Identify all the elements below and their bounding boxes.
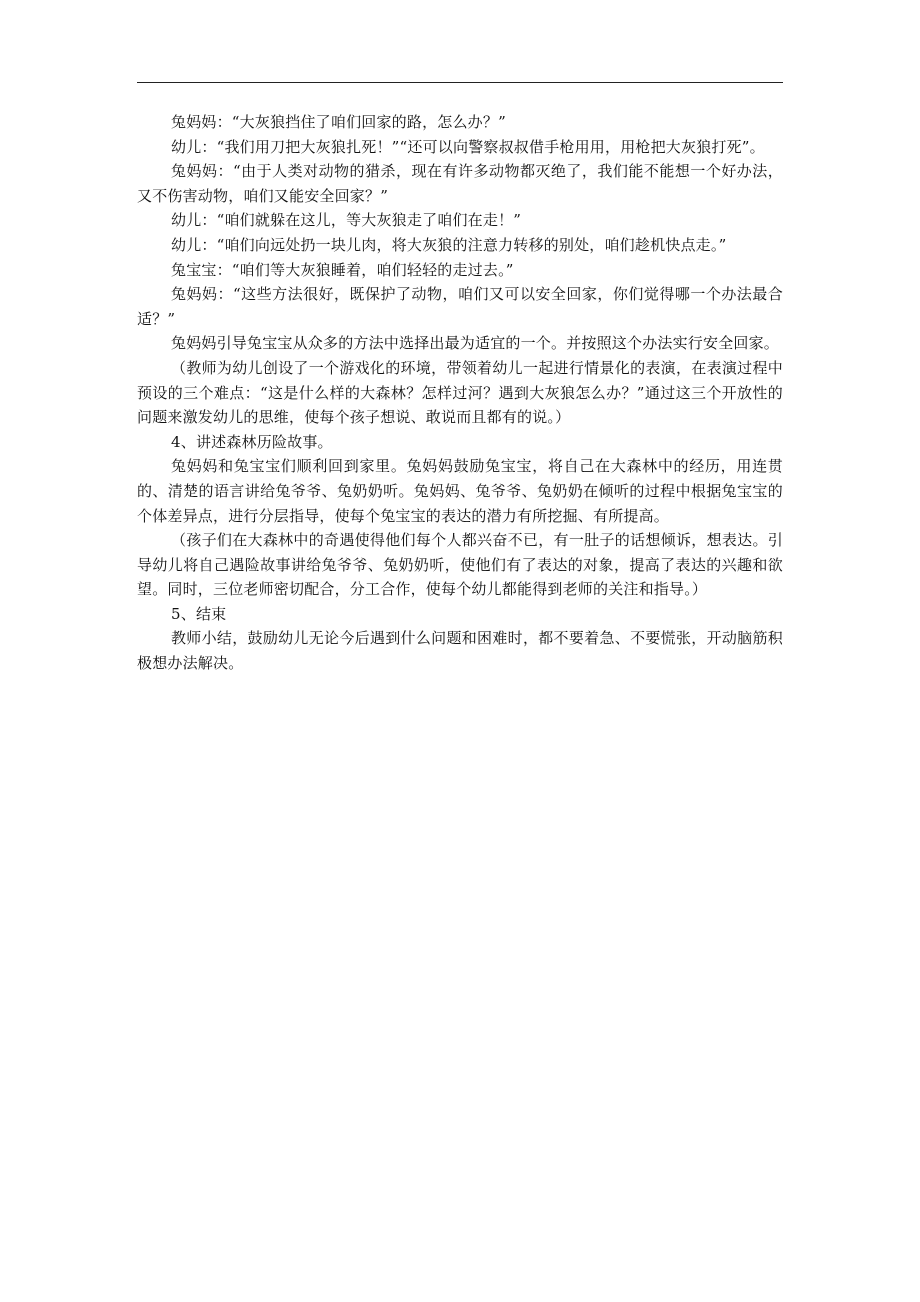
header-rule [137,82,783,83]
teacher-note: （孩子们在大森林中的奇遇使得他们每个人都兴奋不已，有一肚子的话想倾诉，想表达。引导幼儿将自己遇险故事讲给兔爷爷、兔奶奶听，使他们有了表达的对象，提高了表达的兴趣和欲望。同时，三位老师密切配合，分工合作，使每个幼儿都能得到老师的关注和指导。） [137,531,783,599]
paragraph: 兔妈妈：“这些方法很好，既保护了动物，咱们又可以安全回家，你们觉得哪一个办法最合适？” [137,285,783,328]
paragraph: 教师小结，鼓励幼儿无论今后遇到什么问题和困难时，都不要着急、不要慌张，开动脑筋积极想办法解决。 [137,629,783,673]
section-heading: 4、讲述森林历险故事。 [171,432,333,451]
teacher-note: （教师为幼儿创设了一个游戏化的环境，带领着幼儿一起进行情景化的表演，在表演过程中预设的三个难点：“这是什么样的大森林？怎样过河？遇到大灰狼怎么办？”通过这三个开放性的问题来激发幼儿的思维，使每个孩子想说、敢说而且都有的说。） [137,358,783,427]
document-body [137,110,783,676]
paragraph: 兔妈妈：“大灰狼挡住了咱们回家的路，怎么办？” [171,113,506,131]
paragraph: 兔妈妈引导兔宝宝从众多的方法中选择出最为适宜的一个。并按照这个办法实行安全回家。 [171,334,780,353]
paragraph: 幼儿：“咱们向远处扔一块儿肉，将大灰狼的注意力转移的别处，咱们趁机快点走。” [171,235,727,254]
paragraph: 幼儿：“我们用刀把大灰狼扎死！”“还可以向警察叔叔借手枪用用，用枪把大灰狼打死”。 [171,137,765,156]
paragraph: 兔妈妈和兔宝宝们顺利回到家里。兔妈妈鼓励兔宝宝，将自己在大森林中的经历，用连贯的、清楚的语言讲给兔爷爷、兔奶奶听。兔妈妈、兔爷爷、兔奶奶在倾听的过程中根据兔宝宝的个体差异点，进行分层指导，使每个兔宝宝的表达的潜力有所挖掘、有所提高。 [137,457,783,525]
paragraph: 幼儿：“咱们就躲在这儿，等大灰狼走了咱们在走！” [171,211,522,230]
paragraph: 兔宝宝：“咱们等大灰狼睡着，咱们轻轻的走过去。” [171,260,514,279]
paragraph: 兔妈妈：“由于人类对动物的猎杀，现在有许多动物都灭绝了，我们能不能想一个好办法，又不伤害动物，咱们又能安全回家？” [137,162,783,205]
section-heading: 5、结束 [171,604,227,623]
